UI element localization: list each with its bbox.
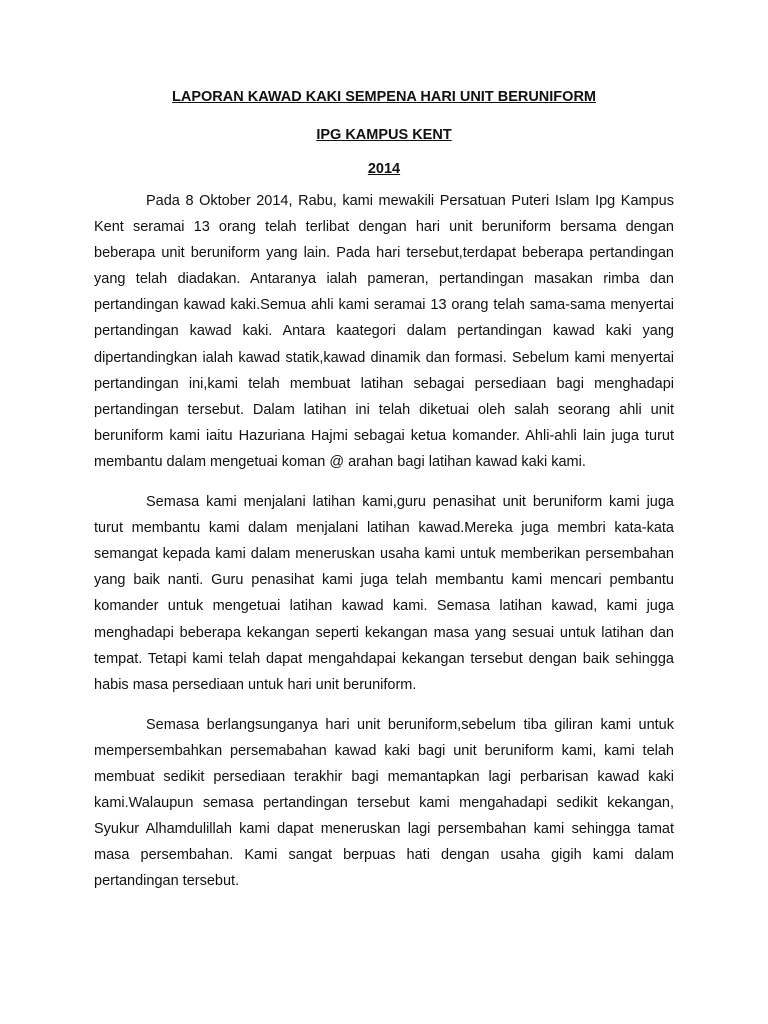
document-page (94, 88, 674, 908)
paragraph-3: Semasa berlangsunganya hari unit beruniform,sebelum tiba giliran kami untuk mempersembahkan persemabahan kawad kaki bagi unit beruniform kami, kami telah membuat sedikit persediaan terakhir bagi memantapkan lagi perbarisan kawad kaki kami.Walaupun semasa pertandingan tersebut kami mengahadapi sedikit kekangan, Syukur Alhamdulillah kami dapat meneruskan lagi persembahan kami sehingga tamat masa persembahan. Kami sangat berpuas hati dengan usaha gigih kami dalam pertandingan tersebut. (94, 716, 674, 890)
paragraph-2: Semasa kami menjalani latihan kami,guru penasihat unit beruniform kami juga turut membantu kami dalam menjalani latihan kawad.Mereka juga membri kata-kata semangat kepada kami dalam meneruskan usaha kami untuk memberikan persembahan yang baik nanti. Guru penasihat kami juga telah membantu kami mencari pembantu komander untuk mengetuai latihan kawad kami. Semasa latihan kawad, kami juga menghadapi beberapa kekangan seperti kekangan masa yang sesuai untuk latihan dan tempat. Tetapi kami telah dapat mengahdapai kekangan tersebut dengan baik sehingga habis masa persediaan untuk hari unit beruniform. (94, 494, 674, 693)
document-title: LAPORAN KAWAD KAKI SEMPENA HARI UNIT BERUNIFORM (172, 89, 596, 105)
document-year: 2014 (367, 161, 401, 177)
document-subtitle: IPG KAMPUS KENT (316, 127, 452, 143)
paragraph-1: Pada 8 Oktober 2014, Rabu, kami mewakili Persatuan Puteri Islam Ipg Kampus Kent seramai 13 orang telah terlibat dengan hari unit beruniform bersama dengan beberapa unit beruniform yang lain. Pada hari tersebut,terdapat beberapa pertandingan yang telah diadakan. Antaranya ialah pameran, pertandingan masakan rimba dan pertandingan kawad kaki.Semua ahli kami seramai 13 orang telah sama-sama menyertai pertandingan kawad kaki. Antara kaategori dalam pertandingan kawad kaki yang dipertandingkan ialah kawad statik,kawad dinamik dan formasi. Sebelum kami menyertai pertandingan ini,kami telah membuat latihan sebagai persediaan bagi menghadapi pertandingan tersebut. Dalam latihan ini telah diketuai oleh salah seorang ahli unit beruniform kami iaitu Hazuriana Hajmi sebagai ketua komander. Ahli-ahli lain juga turut membantu dalam mengetuai koman @ arahan bagi latihan kawad kaki kami. (94, 193, 674, 470)
